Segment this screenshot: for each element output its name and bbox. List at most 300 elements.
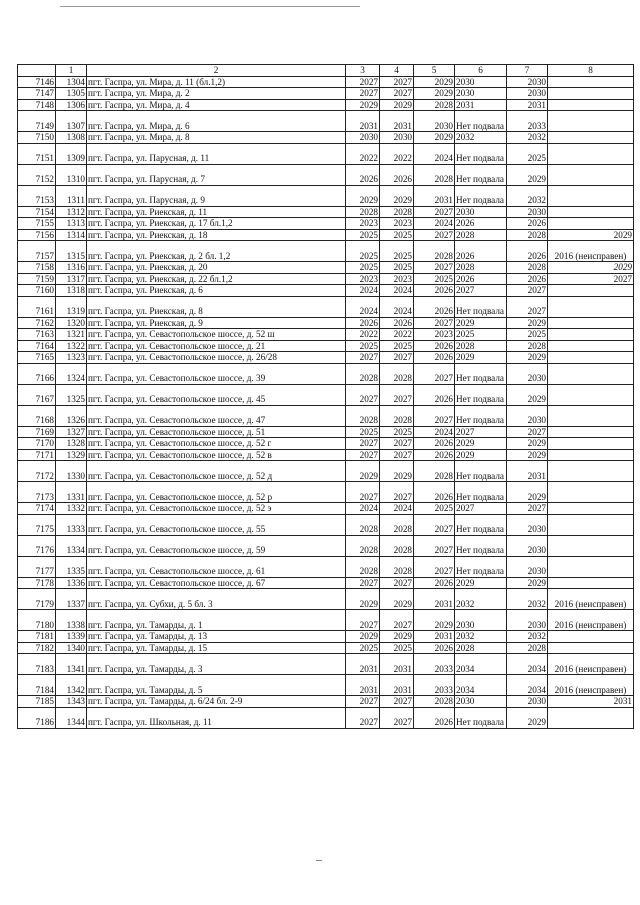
year-col6-cell: 2028 — [455, 229, 507, 241]
year-col3-cell: 2028 — [346, 363, 380, 384]
object-id-cell: 1330 — [56, 461, 87, 482]
object-id-cell: 1304 — [56, 76, 87, 88]
year-col3-cell: 2027 — [346, 438, 380, 450]
row-number-cell: 7159 — [18, 273, 56, 285]
year-col8-cell — [548, 185, 634, 206]
year-col3-cell: 2024 — [346, 296, 380, 317]
year-col3-cell: 2027 — [346, 577, 380, 589]
year-col7-cell: 2029 — [507, 352, 548, 364]
year-col4-cell: 2025 — [380, 241, 414, 262]
address-cell: пгт. Гаспра, ул. Парусная, д. 11 — [87, 143, 346, 164]
table-row — [18, 88, 634, 100]
row-number-cell: 7164 — [18, 340, 56, 352]
year-col5-cell: 2031 — [414, 185, 455, 206]
year-col3-cell: 2023 — [346, 273, 380, 285]
year-col3-cell: 2031 — [346, 654, 380, 675]
page-mark — [316, 860, 322, 861]
year-col5-cell: 2026 — [414, 352, 455, 364]
year-col8-cell: 2029 — [548, 229, 634, 241]
year-col6-cell: 2034 — [455, 675, 507, 696]
address-cell: пгт. Гаспра, ул. Риекская, д. 20 — [87, 262, 346, 274]
year-col7-cell: 2027 — [507, 503, 548, 515]
year-col5-cell: 2029 — [414, 610, 455, 631]
row-number-cell: 7148 — [18, 99, 56, 111]
header-row — [18, 65, 634, 77]
year-col8-cell — [548, 329, 634, 341]
year-col8-cell — [548, 76, 634, 88]
table-row — [18, 654, 634, 675]
table-row — [18, 206, 634, 218]
year-col5-cell: 2027 — [414, 405, 455, 426]
year-col8-cell — [548, 426, 634, 438]
year-col4-cell: 2026 — [380, 317, 414, 329]
table-row — [18, 285, 634, 297]
year-col8-cell — [548, 577, 634, 589]
year-col6-cell: 2032 — [455, 132, 507, 144]
year-col7-cell: 2029 — [507, 317, 548, 329]
year-col6-cell: 2027 — [455, 426, 507, 438]
year-col4-cell: 2028 — [380, 363, 414, 384]
row-number-cell: 7168 — [18, 405, 56, 426]
year-col3-cell: 2026 — [346, 317, 380, 329]
year-col6-cell: Нет подвала — [455, 461, 507, 482]
year-col8-cell: 2016 (неисправен) — [548, 610, 634, 631]
year-col3-cell: 2029 — [346, 461, 380, 482]
year-col4-cell: 2027 — [380, 577, 414, 589]
row-number-cell: 7155 — [18, 218, 56, 230]
year-col4-cell: 2027 — [380, 76, 414, 88]
object-id-cell: 1320 — [56, 317, 87, 329]
year-col7-cell: 2026 — [507, 241, 548, 262]
year-col6-cell: Нет подвала — [455, 514, 507, 535]
object-id-cell: 1307 — [56, 111, 87, 132]
year-col7-cell: 2032 — [507, 631, 548, 643]
year-col6-cell: 2025 — [455, 329, 507, 341]
row-number-cell: 7151 — [18, 143, 56, 164]
year-col6-cell: 2029 — [455, 449, 507, 461]
address-cell: пгт. Гаспра, ул. Риекская, д. 22 бл.1,2 — [87, 273, 346, 285]
year-col6-cell: 2030 — [455, 610, 507, 631]
address-cell: пгт. Гаспра, ул. Севастопольское шоссе, д. 47 — [87, 405, 346, 426]
year-col3-cell: 2025 — [346, 426, 380, 438]
address-cell: пгт. Гаспра, ул. Тамарды, д. 15 — [87, 642, 346, 654]
table-row — [18, 218, 634, 230]
year-col3-cell: 2031 — [346, 111, 380, 132]
address-cell: пгт. Гаспра, ул. Тамарды, д. 5 — [87, 675, 346, 696]
object-id-cell: 1339 — [56, 631, 87, 643]
address-cell: пгт. Гаспра, ул. Тамарды, д. 1 — [87, 610, 346, 631]
address-cell: пгт. Гаспра, ул. Риекская, д. 18 — [87, 229, 346, 241]
year-col6-cell: 2027 — [455, 503, 507, 515]
year-col6-cell: 2026 — [455, 218, 507, 230]
year-col4-cell: 2029 — [380, 589, 414, 610]
year-col5-cell: 2026 — [414, 438, 455, 450]
year-col5-cell: 2027 — [414, 229, 455, 241]
year-col7-cell: 2034 — [507, 654, 548, 675]
address-cell: пгт. Гаспра, ул. Мира, д. 4 — [87, 99, 346, 111]
table-row — [18, 352, 634, 364]
year-col7-cell: 2029 — [507, 577, 548, 589]
year-col4-cell: 2027 — [380, 610, 414, 631]
year-col8-cell: 2016 (неисправен) — [548, 241, 634, 262]
year-col3-cell: 2024 — [346, 503, 380, 515]
year-col8-cell — [548, 449, 634, 461]
year-col5-cell: 2030 — [414, 111, 455, 132]
address-cell: пгт. Гаспра, ул. Севастопольское шоссе, д. 26/28 — [87, 352, 346, 364]
year-col5-cell: 2028 — [414, 696, 455, 708]
year-col4-cell: 2025 — [380, 642, 414, 654]
address-cell: пгт. Гаспра, ул. Риекская, д. 17 бл.1,2 — [87, 218, 346, 230]
row-number-cell: 7162 — [18, 317, 56, 329]
object-id-cell: 1340 — [56, 642, 87, 654]
year-col5-cell: 2027 — [414, 514, 455, 535]
year-col8-cell — [548, 111, 634, 132]
year-col6-cell: Нет подвала — [455, 363, 507, 384]
year-col7-cell: 2030 — [507, 88, 548, 100]
year-col3-cell: 2028 — [346, 535, 380, 556]
object-id-cell: 1323 — [56, 352, 87, 364]
table-row — [18, 384, 634, 405]
year-col4-cell: 2024 — [380, 503, 414, 515]
row-number-cell: 7147 — [18, 88, 56, 100]
year-col7-cell: 2029 — [507, 449, 548, 461]
year-col7-cell: 2030 — [507, 514, 548, 535]
address-cell: пгт. Гаспра, ул. Севастопольское шоссе, д. 59 — [87, 535, 346, 556]
table-row — [18, 111, 634, 132]
object-id-cell: 1334 — [56, 535, 87, 556]
row-number-cell: 7178 — [18, 577, 56, 589]
year-col8-cell: 2016 (неисправен) — [548, 654, 634, 675]
object-id-cell: 1312 — [56, 206, 87, 218]
object-id-cell: 1333 — [56, 514, 87, 535]
year-col6-cell: 2028 — [455, 642, 507, 654]
year-col8-cell — [548, 514, 634, 535]
row-number-cell: 7163 — [18, 329, 56, 341]
year-col8-cell: 2031 — [548, 696, 634, 708]
year-col6-cell: 2034 — [455, 654, 507, 675]
table-row — [18, 185, 634, 206]
year-col6-cell: 2032 — [455, 589, 507, 610]
year-col6-cell: 2030 — [455, 206, 507, 218]
address-cell: пгт. Гаспра, ул. Тамарды, д. 3 — [87, 654, 346, 675]
year-col7-cell: 2030 — [507, 405, 548, 426]
year-col3-cell: 2025 — [346, 241, 380, 262]
address-cell: пгт. Гаспра, ул. Субхи, д. 5 бл. 3 — [87, 589, 346, 610]
year-col6-cell: 2030 — [455, 696, 507, 708]
header-cell: 3 — [346, 65, 380, 77]
year-col7-cell: 2027 — [507, 426, 548, 438]
table-row — [18, 577, 634, 589]
year-col5-cell: 2025 — [414, 273, 455, 285]
address-cell: пгт. Гаспра, ул. Школьная, д. 11 — [87, 707, 346, 728]
row-number-cell: 7166 — [18, 363, 56, 384]
table-row — [18, 329, 634, 341]
table-row — [18, 449, 634, 461]
object-id-cell: 1326 — [56, 405, 87, 426]
year-col6-cell: Нет подвала — [455, 384, 507, 405]
year-col3-cell: 2026 — [346, 164, 380, 185]
year-col7-cell: 2029 — [507, 707, 548, 728]
year-col4-cell: 2031 — [380, 654, 414, 675]
year-col6-cell: Нет подвала — [455, 707, 507, 728]
object-id-cell: 1309 — [56, 143, 87, 164]
row-number-cell: 7175 — [18, 514, 56, 535]
year-col4-cell: 2029 — [380, 185, 414, 206]
year-col6-cell: Нет подвала — [455, 111, 507, 132]
address-cell: пгт. Гаспра, ул. Риекская, д. 11 — [87, 206, 346, 218]
object-id-cell: 1311 — [56, 185, 87, 206]
year-col7-cell: 2029 — [507, 438, 548, 450]
year-col5-cell: 2031 — [414, 631, 455, 643]
address-cell: пгт. Гаспра, ул. Севастопольское шоссе, д. 52 в — [87, 449, 346, 461]
year-col8-cell — [548, 317, 634, 329]
year-col8-cell: 2029 — [548, 262, 634, 274]
year-col4-cell: 2025 — [380, 340, 414, 352]
year-col4-cell: 2031 — [380, 111, 414, 132]
row-number-cell: 7173 — [18, 482, 56, 503]
year-col4-cell: 2027 — [380, 88, 414, 100]
year-col3-cell: 2025 — [346, 340, 380, 352]
year-col7-cell: 2028 — [507, 262, 548, 274]
year-col8-cell — [548, 482, 634, 503]
object-id-cell: 1325 — [56, 384, 87, 405]
year-col8-cell — [548, 384, 634, 405]
year-col5-cell: 2028 — [414, 164, 455, 185]
year-col8-cell — [548, 535, 634, 556]
year-col7-cell: 2030 — [507, 76, 548, 88]
table-row — [18, 438, 634, 450]
year-col7-cell: 2027 — [507, 285, 548, 297]
row-number-cell: 7171 — [18, 449, 56, 461]
year-col8-cell — [548, 556, 634, 577]
table-row — [18, 556, 634, 577]
year-col8-cell — [548, 707, 634, 728]
year-col5-cell: 2026 — [414, 642, 455, 654]
year-col4-cell: 2027 — [380, 707, 414, 728]
year-col5-cell: 2029 — [414, 132, 455, 144]
year-col7-cell: 2031 — [507, 99, 548, 111]
table-row — [18, 535, 634, 556]
address-cell: пгт. Гаспра, ул. Севастопольское шоссе, д. 52 р — [87, 482, 346, 503]
year-col5-cell: 2027 — [414, 262, 455, 274]
table-row — [18, 132, 634, 144]
table-row — [18, 707, 634, 728]
object-id-cell: 1332 — [56, 503, 87, 515]
year-col5-cell: 2024 — [414, 426, 455, 438]
row-number-cell: 7184 — [18, 675, 56, 696]
year-col3-cell: 2027 — [346, 352, 380, 364]
table-row — [18, 503, 634, 515]
table-row — [18, 589, 634, 610]
year-col6-cell: Нет подвала — [455, 164, 507, 185]
year-col5-cell: 2027 — [414, 363, 455, 384]
year-col5-cell: 2026 — [414, 707, 455, 728]
row-number-cell: 7156 — [18, 229, 56, 241]
year-col8-cell: 2016 (неисправен) — [548, 589, 634, 610]
table-row — [18, 241, 634, 262]
row-number-cell: 7181 — [18, 631, 56, 643]
year-col4-cell: 2026 — [380, 164, 414, 185]
object-id-cell: 1310 — [56, 164, 87, 185]
table-row — [18, 675, 634, 696]
object-id-cell: 1308 — [56, 132, 87, 144]
table-row — [18, 99, 634, 111]
year-col8-cell — [548, 285, 634, 297]
address-cell: пгт. Гаспра, ул. Севастопольское шоссе, д. 21 — [87, 340, 346, 352]
header-cell — [18, 65, 56, 77]
year-col4-cell: 2023 — [380, 218, 414, 230]
year-col7-cell: 2030 — [507, 610, 548, 631]
row-number-cell: 7179 — [18, 589, 56, 610]
table-row — [18, 317, 634, 329]
year-col7-cell: 2030 — [507, 556, 548, 577]
year-col7-cell: 2029 — [507, 482, 548, 503]
address-cell: пгт. Гаспра, ул. Риекская, д. 2 бл. 1,2 — [87, 241, 346, 262]
year-col3-cell: 2029 — [346, 99, 380, 111]
year-col3-cell: 2027 — [346, 449, 380, 461]
year-col6-cell: Нет подвала — [455, 143, 507, 164]
year-col4-cell: 2022 — [380, 329, 414, 341]
year-col7-cell: 2031 — [507, 461, 548, 482]
year-col4-cell: 2027 — [380, 696, 414, 708]
year-col4-cell: 2028 — [380, 535, 414, 556]
year-col6-cell: Нет подвала — [455, 185, 507, 206]
year-col5-cell: 2024 — [414, 143, 455, 164]
row-number-cell: 7170 — [18, 438, 56, 450]
year-col3-cell: 2027 — [346, 707, 380, 728]
address-cell: пгт. Гаспра, ул. Севастопольское шоссе, д. 55 — [87, 514, 346, 535]
table-row — [18, 340, 634, 352]
object-id-cell: 1318 — [56, 285, 87, 297]
object-id-cell: 1315 — [56, 241, 87, 262]
year-col7-cell: 2033 — [507, 111, 548, 132]
row-number-cell: 7161 — [18, 296, 56, 317]
address-cell: пгт. Гаспра, ул. Тамарды, д. 13 — [87, 631, 346, 643]
table-row — [18, 273, 634, 285]
object-id-cell: 1343 — [56, 696, 87, 708]
year-col5-cell: 2026 — [414, 482, 455, 503]
row-number-cell: 7160 — [18, 285, 56, 297]
year-col4-cell: 2023 — [380, 273, 414, 285]
object-id-cell: 1306 — [56, 99, 87, 111]
year-col5-cell: 2031 — [414, 589, 455, 610]
row-number-cell: 7149 — [18, 111, 56, 132]
year-col3-cell: 2027 — [346, 610, 380, 631]
year-col8-cell — [548, 631, 634, 643]
object-id-cell: 1324 — [56, 363, 87, 384]
object-id-cell: 1341 — [56, 654, 87, 675]
table-row — [18, 229, 634, 241]
year-col4-cell: 2024 — [380, 285, 414, 297]
year-col3-cell: 2027 — [346, 76, 380, 88]
year-col5-cell: 2029 — [414, 76, 455, 88]
year-col3-cell: 2025 — [346, 262, 380, 274]
year-col7-cell: 2030 — [507, 206, 548, 218]
address-cell: пгт. Гаспра, ул. Севастопольское шоссе, д. 67 — [87, 577, 346, 589]
year-col8-cell — [548, 143, 634, 164]
year-col3-cell: 2028 — [346, 206, 380, 218]
year-col4-cell: 2029 — [380, 461, 414, 482]
year-col4-cell: 2029 — [380, 631, 414, 643]
year-col5-cell: 2028 — [414, 461, 455, 482]
year-col5-cell: 2026 — [414, 296, 455, 317]
year-col8-cell — [548, 405, 634, 426]
address-cell: пгт. Гаспра, ул. Севастопольское шоссе, д. 45 — [87, 384, 346, 405]
object-id-cell: 1328 — [56, 438, 87, 450]
year-col4-cell: 2027 — [380, 438, 414, 450]
year-col7-cell: 2029 — [507, 384, 548, 405]
row-number-cell: 7180 — [18, 610, 56, 631]
year-col4-cell: 2029 — [380, 99, 414, 111]
year-col6-cell: 2030 — [455, 88, 507, 100]
year-col5-cell: 2033 — [414, 654, 455, 675]
year-col7-cell: 2026 — [507, 273, 548, 285]
year-col8-cell — [548, 642, 634, 654]
table-row — [18, 461, 634, 482]
header-cell: 1 — [56, 65, 87, 77]
table-row — [18, 642, 634, 654]
address-cell: пгт. Гаспра, ул. Мира, д. 6 — [87, 111, 346, 132]
address-cell: пгт. Гаспра, ул. Севастопольское шоссе, д. 39 — [87, 363, 346, 384]
year-col5-cell: 2027 — [414, 206, 455, 218]
year-col5-cell: 2027 — [414, 535, 455, 556]
address-cell: пгт. Гаспра, ул. Севастопольское шоссе, д. 52 д — [87, 461, 346, 482]
object-id-cell: 1329 — [56, 449, 87, 461]
year-col8-cell — [548, 88, 634, 100]
year-col6-cell: 2027 — [455, 285, 507, 297]
year-col8-cell — [548, 352, 634, 364]
year-col3-cell: 2029 — [346, 185, 380, 206]
year-col8-cell — [548, 164, 634, 185]
table-row — [18, 610, 634, 631]
year-col3-cell: 2022 — [346, 329, 380, 341]
row-number-cell: 7146 — [18, 76, 56, 88]
year-col5-cell: 2027 — [414, 556, 455, 577]
year-col4-cell: 2028 — [380, 556, 414, 577]
year-col3-cell: 2024 — [346, 285, 380, 297]
year-col4-cell: 2028 — [380, 206, 414, 218]
table-row — [18, 262, 634, 274]
address-cell: пгт. Гаспра, ул. Риекская, д. 6 — [87, 285, 346, 297]
row-number-cell: 7183 — [18, 654, 56, 675]
year-col8-cell — [548, 363, 634, 384]
table-row — [18, 296, 634, 317]
year-col5-cell: 2025 — [414, 503, 455, 515]
address-cell: пгт. Гаспра, ул. Парусная, д. 9 — [87, 185, 346, 206]
table-row — [18, 696, 634, 708]
table-row — [18, 514, 634, 535]
year-col6-cell: 2029 — [455, 352, 507, 364]
year-col5-cell: 2028 — [414, 99, 455, 111]
year-col8-cell — [548, 218, 634, 230]
object-id-cell: 1331 — [56, 482, 87, 503]
table-row — [18, 76, 634, 88]
year-col3-cell: 2027 — [346, 482, 380, 503]
year-col3-cell: 2025 — [346, 229, 380, 241]
object-id-cell: 1338 — [56, 610, 87, 631]
address-cell: пгт. Гаспра, ул. Мира, д. 11 (бл.1,2) — [87, 76, 346, 88]
object-id-cell: 1344 — [56, 707, 87, 728]
year-col3-cell: 2022 — [346, 143, 380, 164]
year-col4-cell: 2025 — [380, 426, 414, 438]
year-col3-cell: 2029 — [346, 631, 380, 643]
row-number-cell: 7153 — [18, 185, 56, 206]
year-col4-cell: 2025 — [380, 229, 414, 241]
year-col8-cell: 2016 (неисправен) — [548, 675, 634, 696]
year-col3-cell: 2023 — [346, 218, 380, 230]
object-id-cell: 1317 — [56, 273, 87, 285]
address-cell: пгт. Гаспра, ул. Риекская, д. 8 — [87, 296, 346, 317]
